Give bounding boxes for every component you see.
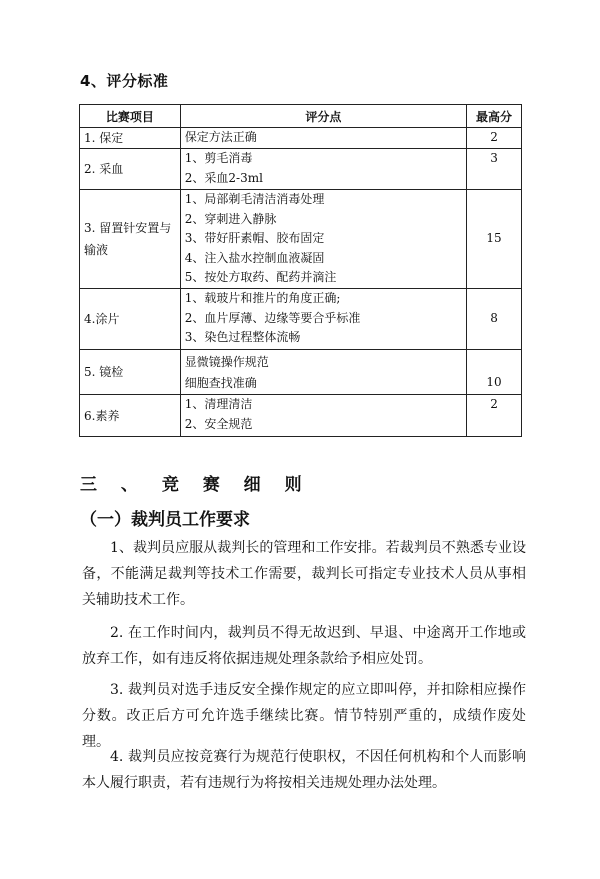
points-cell bbox=[180, 128, 466, 149]
point-line: 显微镜操作规范 bbox=[184, 355, 269, 369]
item-cell: 1. 保定 bbox=[80, 128, 181, 149]
section-heading: 4、评分标准 bbox=[80, 72, 169, 90]
item-cell: 4.涂片 bbox=[80, 289, 181, 350]
points-cell bbox=[180, 149, 466, 190]
point-line: 1、剪毛消毒 bbox=[184, 151, 253, 165]
column-header: 比赛项目 bbox=[80, 105, 181, 128]
point-line: 细胞查找准确 bbox=[184, 376, 257, 390]
section-heading: 三 、 竞 赛 细 则 bbox=[80, 475, 311, 495]
table-header-row bbox=[80, 105, 522, 128]
table-row bbox=[80, 395, 522, 437]
item-cell: 6.素养 bbox=[80, 395, 181, 437]
point-line: 1、载玻片和推片的角度正确; bbox=[184, 291, 341, 305]
subsection-heading: （一）裁判员工作要求 bbox=[80, 510, 250, 530]
point-line: 3、带好肝素帽、胶布固定 bbox=[184, 231, 325, 245]
points-cell bbox=[180, 395, 466, 437]
table-row bbox=[80, 289, 522, 350]
item-cell: 3. 留置针安置与输液 bbox=[80, 190, 181, 289]
table-row bbox=[80, 350, 522, 395]
table-row bbox=[80, 149, 522, 190]
paragraph: 4. 裁判员应按竞赛行为规范行使职权，不因任何机构和个人而影响本人履行职责，若有违规行为将按相关违规处理办法处理。 bbox=[82, 749, 526, 791]
paragraph: 1、裁判员应服从裁判长的管理和工作安排。若裁判员不熟悉专业设备，不能满足裁判等技术工作需要，裁判长可指定专业技术人员从事相关辅助技术工作。 bbox=[82, 540, 526, 608]
point-line: 保定方法正确 bbox=[184, 130, 257, 144]
paragraph: 2. 在工作时间内，裁判员不得无故迟到、早退、中途离开工作地或放弃工作，如有违反将依据违规处理条款给予相应处罚。 bbox=[82, 625, 526, 667]
table-row bbox=[80, 128, 522, 149]
point-line: 2、采血2-3ml bbox=[184, 170, 263, 185]
point-line: 1、局部剃毛清洁消毒处理 bbox=[184, 192, 325, 206]
point-line: 2、安全规范 bbox=[184, 416, 253, 431]
point-line: 2、穿刺进入静脉 bbox=[184, 211, 277, 226]
scoring-table bbox=[79, 104, 522, 437]
item-cell: 2. 采血 bbox=[80, 149, 181, 190]
item-cell: 5. 镜检 bbox=[80, 350, 181, 395]
point-line: 5、按处方取药、配药并滴注 bbox=[184, 270, 337, 284]
point-line: 4、注入盐水控制血液凝固 bbox=[184, 250, 325, 265]
table-row bbox=[80, 190, 522, 289]
max-score-cell: 10 bbox=[467, 350, 522, 395]
point-line: 3、染色过程整体流畅 bbox=[184, 330, 301, 344]
column-header: 评分点 bbox=[180, 105, 466, 128]
max-score-cell: 3 bbox=[467, 149, 522, 190]
max-score-cell: 15 bbox=[467, 190, 522, 289]
point-line: 2、血片厚薄、边缘等要合乎标准 bbox=[184, 310, 361, 325]
points-cell bbox=[180, 289, 466, 350]
point-line: 1、清理清洁 bbox=[184, 397, 253, 411]
max-score-cell: 2 bbox=[467, 395, 522, 437]
max-score-cell: 8 bbox=[467, 289, 522, 350]
points-cell bbox=[180, 190, 466, 289]
paragraph: 3. 裁判员对选手违反安全操作规定的应立即叫停，并扣除相应操作分数。改正后方可允许选手继续比赛。情节特别严重的，成绩作废处理。 bbox=[82, 682, 526, 750]
column-header: 最高分 bbox=[467, 105, 522, 128]
max-score-cell: 2 bbox=[467, 128, 522, 149]
points-cell bbox=[180, 350, 466, 395]
